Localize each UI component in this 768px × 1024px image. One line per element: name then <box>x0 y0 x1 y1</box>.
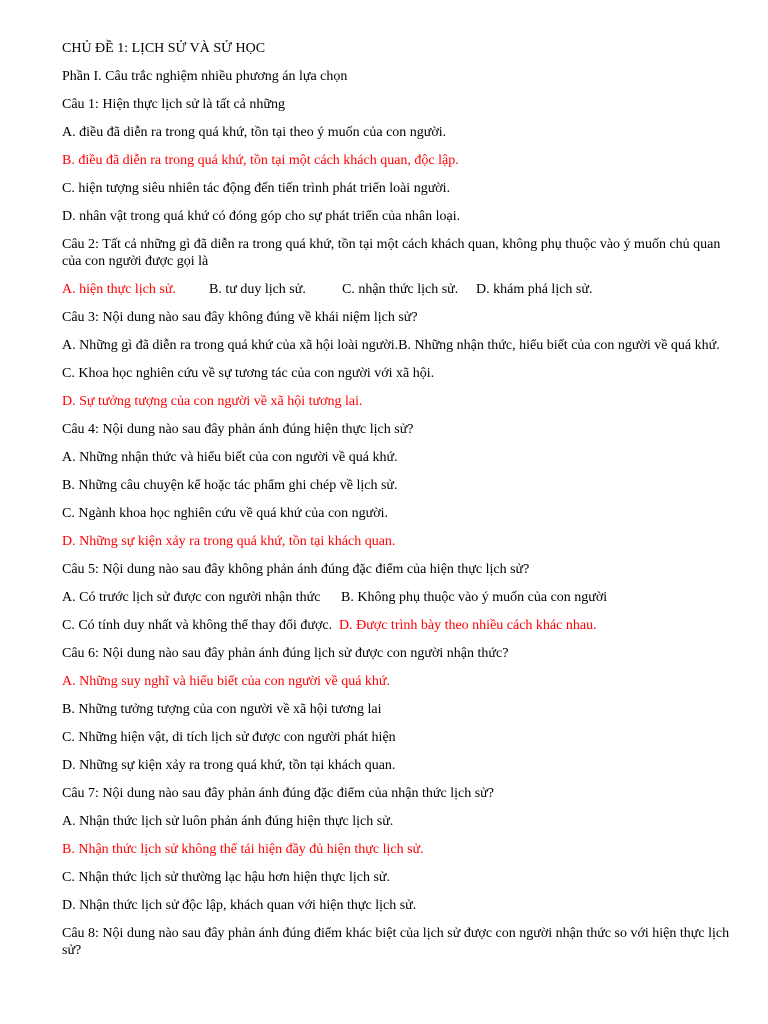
q2-options-row <box>62 281 730 298</box>
question-3: Câu 3: Nội dung nào sau đây không đúng về khái niệm lịch sử? <box>62 310 418 325</box>
q1-option-b-answer: B. điều đã diễn ra trong quá khứ, tồn tại một cách khách quan, độc lập. <box>62 153 459 168</box>
question-5: Câu 5: Nội dung nào sau đây không phản ánh đúng đặc điểm của hiện thực lịch sử? <box>62 562 530 577</box>
document-title: CHỦ ĐỀ 1: LỊCH SỬ VÀ SỬ HỌC <box>62 41 266 56</box>
q4-option-b: B. Những câu chuyện kể hoặc tác phẩm ghi chép về lịch sử. <box>62 478 398 493</box>
document-page <box>62 40 730 970</box>
q5-option-b: B. Không phụ thuộc vào ý muốn của con người <box>341 590 608 605</box>
q6-option-b: B. Những tưởng tượng của con người về xã hội tương lai <box>62 702 382 717</box>
q1-option-d: D. nhân vật trong quá khứ có đóng góp cho sự phát triển của nhân loại. <box>62 209 461 224</box>
q1-option-c: C. hiện tượng siêu nhiên tác động đến tiến trình phát triển loài người. <box>62 181 451 196</box>
question-8: Câu 8: Nội dung nào sau đây phản ánh đúng điểm khác biệt của lịch sử được con người nhận thức so với hiện thực lịch sử? <box>62 926 730 958</box>
q3-options-ab: A. Những gì đã diễn ra trong quá khứ của xã hội loài người.B. Những nhận thức, hiểu biết của con người về quá khứ. <box>62 338 720 353</box>
q2-option-c: C. nhận thức lịch sử. <box>342 282 459 297</box>
question-6: Câu 6: Nội dung nào sau đây phản ánh đúng lịch sử được con người nhận thức? <box>62 646 509 661</box>
question-2: Câu 2: Tất cả những gì đã diễn ra trong quá khứ, tồn tại một cách khách quan, không phụ thuộc vào ý muốn chủ quan của con người được gọi là <box>62 237 721 269</box>
question-1: Câu 1: Hiện thực lịch sử là tất cả những <box>62 97 285 112</box>
q3-option-c: C. Khoa học nghiên cứu về sự tương tác của con người với xã hội. <box>62 366 435 381</box>
q7-option-a: A. Nhận thức lịch sử luôn phản ánh đúng hiện thực lịch sử. <box>62 814 394 829</box>
q2-option-d: D. khám phá lịch sử. <box>476 282 593 297</box>
question-4: Câu 4: Nội dung nào sau đây phản ánh đúng hiện thực lịch sử? <box>62 422 414 437</box>
q6-option-d: D. Những sự kiện xảy ra trong quá khứ, tồn tại khách quan. <box>62 758 396 773</box>
q4-option-d-answer: D. Những sự kiện xảy ra trong quá khứ, tồn tại khách quan. <box>62 534 396 549</box>
q6-option-a-answer: A. Những suy nghĩ và hiểu biết của con người về quá khứ. <box>62 674 390 689</box>
q6-option-c: C. Những hiện vật, di tích lịch sử được con người phát hiện <box>62 730 396 745</box>
q5-options-row-2 <box>62 617 730 634</box>
section-heading: Phần I. Câu trắc nghiệm nhiều phương án lựa chọn <box>62 69 348 84</box>
question-7: Câu 7: Nội dung nào sau đây phản ánh đúng đặc điểm của nhận thức lịch sử? <box>62 786 494 801</box>
q5-option-c: C. Có tính duy nhất và không thể thay đổi được. <box>62 618 333 633</box>
q4-option-c: C. Ngành khoa học nghiên cứu về quá khứ của con người. <box>62 506 389 521</box>
q2-option-a-answer: A. hiện thực lịch sử. <box>62 282 176 297</box>
q7-option-b-answer: B. Nhận thức lịch sử không thể tái hiện đầy đủ hiện thực lịch sử. <box>62 842 424 857</box>
q5-option-d-answer: D. Được trình bày theo nhiều cách khác nhau. <box>339 618 597 633</box>
q5-option-a: A. Có trước lịch sử được con người nhận thức <box>62 590 321 605</box>
q7-option-d: D. Nhận thức lịch sử độc lập, khách quan với hiện thực lịch sử. <box>62 898 417 913</box>
q7-option-c: C. Nhận thức lịch sử thường lạc hậu hơn hiện thực lịch sử. <box>62 870 391 885</box>
q2-option-b: B. tư duy lịch sử. <box>209 282 306 297</box>
q3-option-d-answer: D. Sự tưởng tượng của con người về xã hội tương lai. <box>62 394 363 409</box>
q5-options-row-1 <box>62 589 730 606</box>
q4-option-a: A. Những nhận thức và hiểu biết của con người về quá khứ. <box>62 450 398 465</box>
q1-option-a: A. điều đã diễn ra trong quá khứ, tồn tại theo ý muốn của con người. <box>62 125 447 140</box>
